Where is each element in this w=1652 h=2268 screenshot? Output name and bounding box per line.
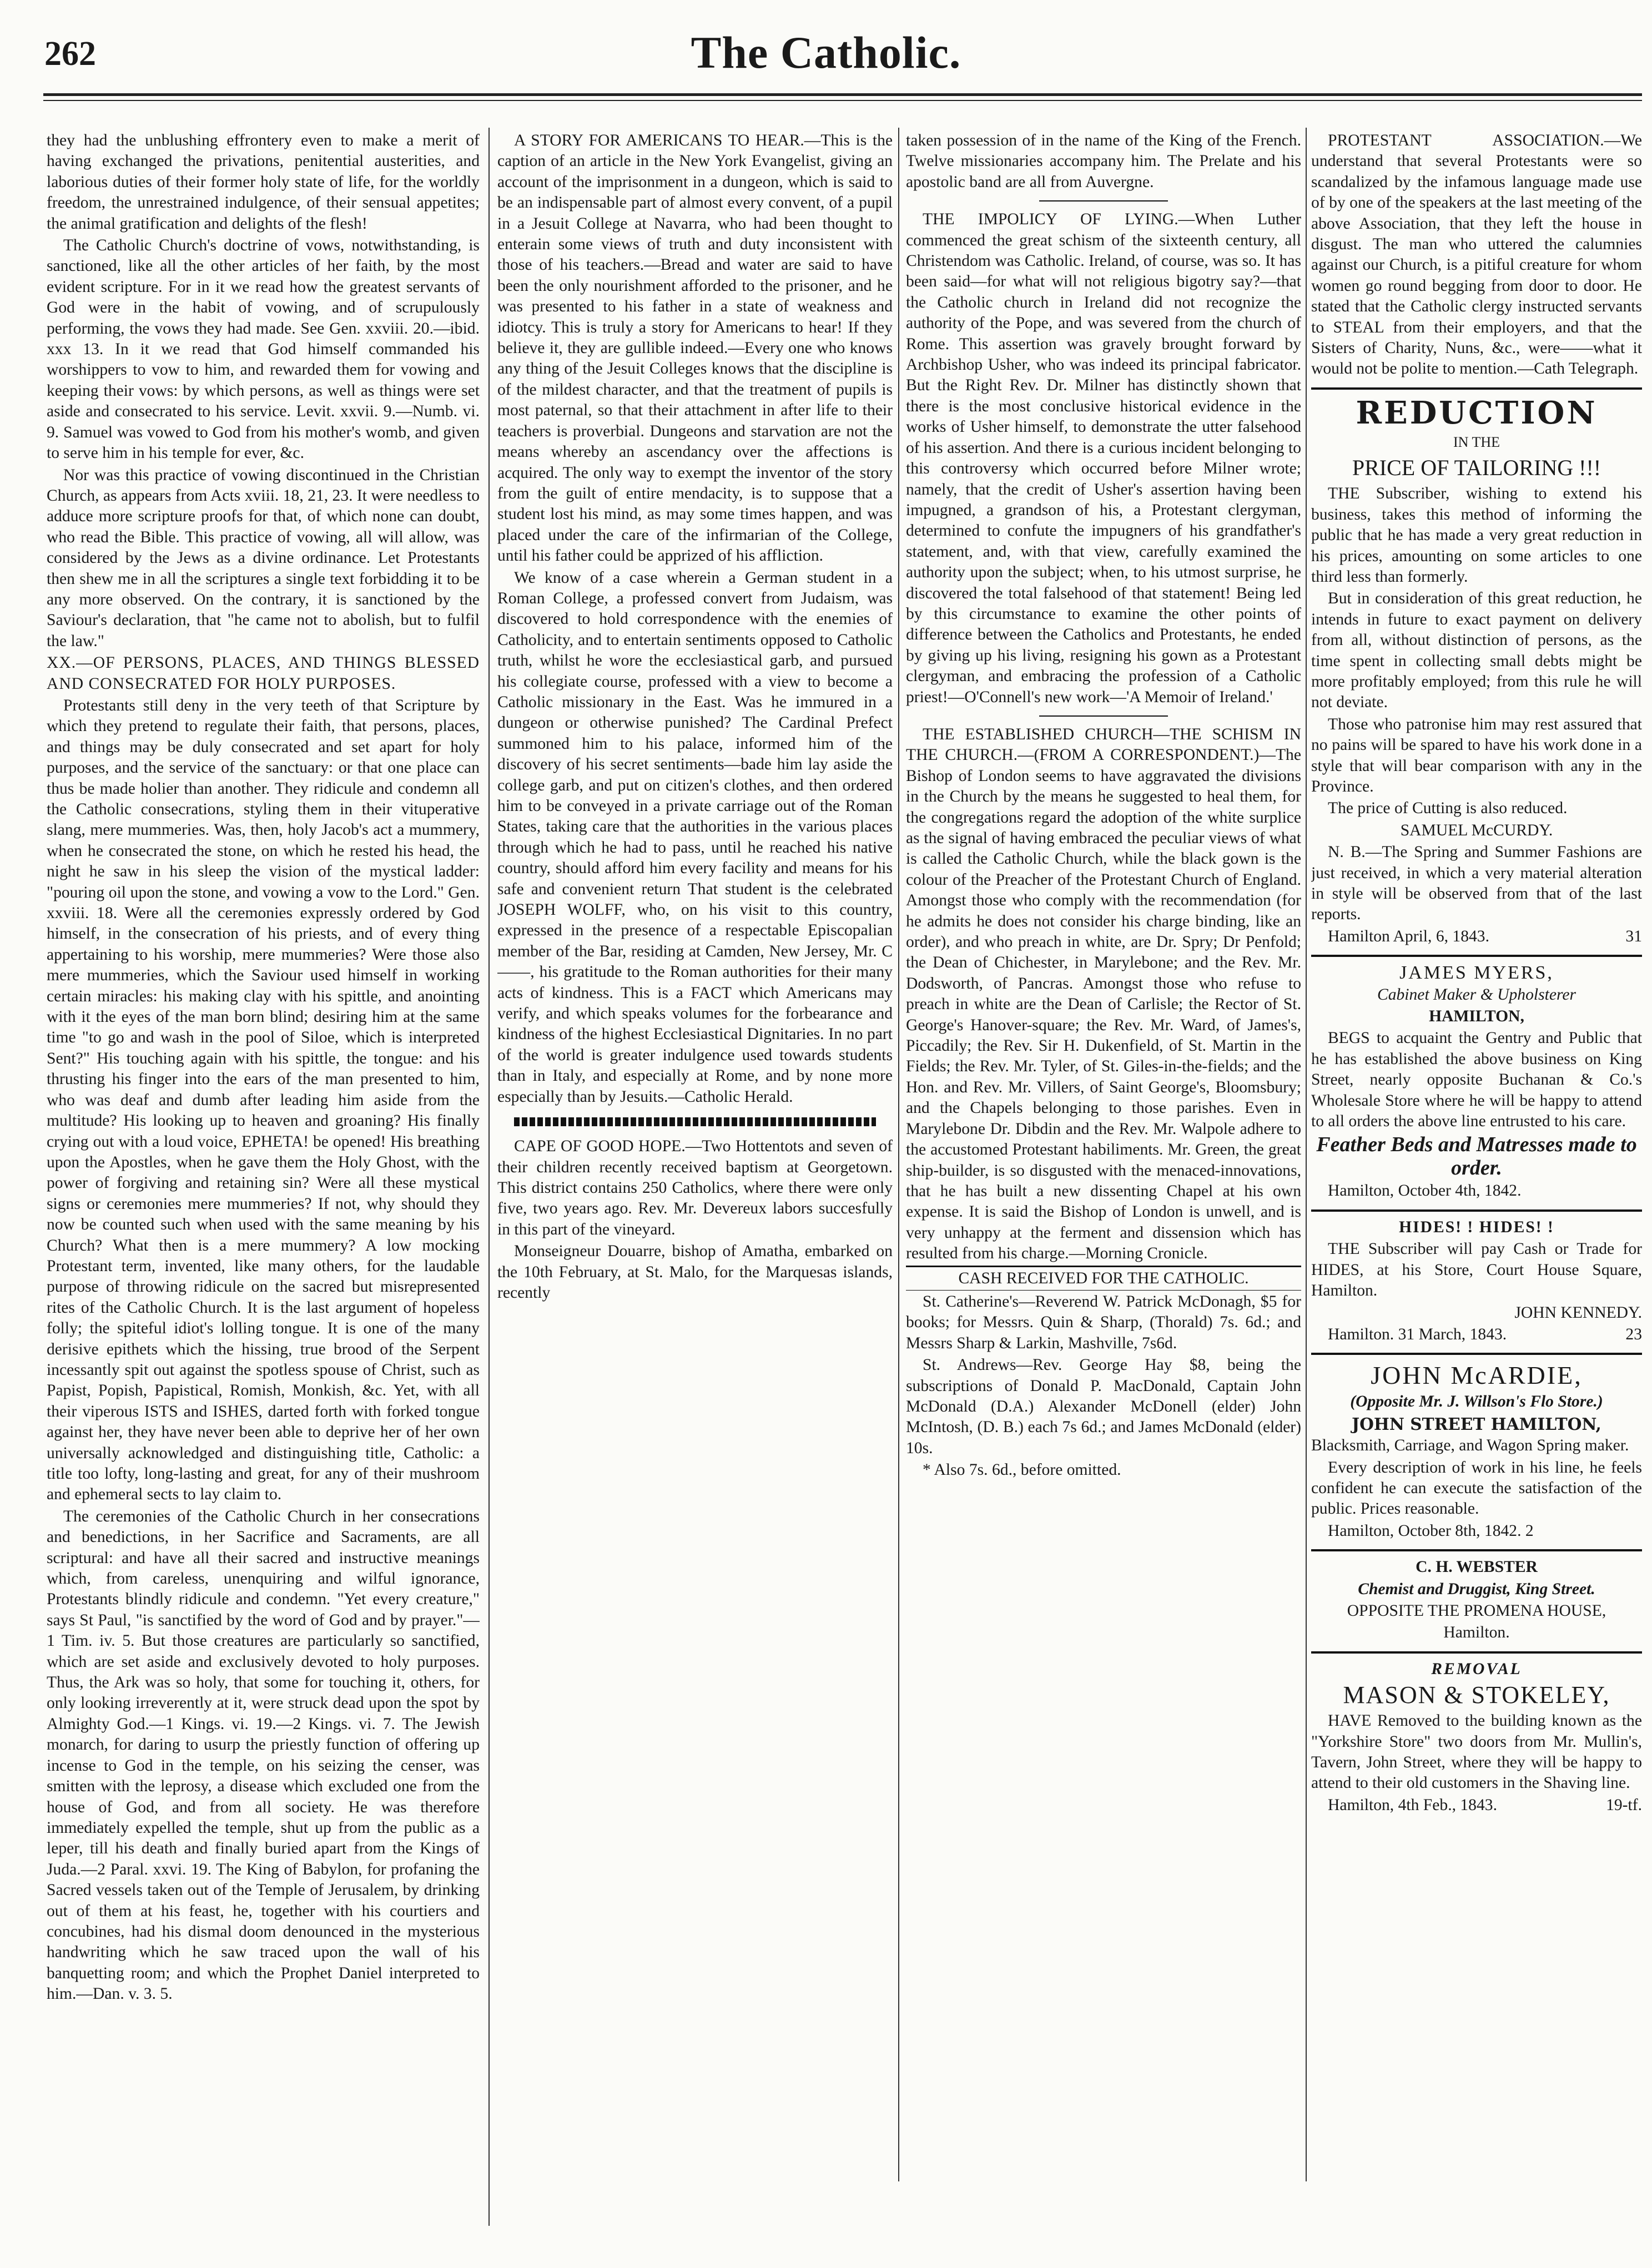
date-text: Hamilton, 4th Feb., 1843. — [1328, 1796, 1497, 1814]
header-rule-thick — [43, 93, 1642, 96]
advert-body: Every description of work in his line, he feels confident he can execute the satisfaction of the public. Prices reasonable. — [1311, 1458, 1642, 1518]
advert-trade: Chemist and Druggist, King Street. — [1358, 1580, 1595, 1598]
advert-rule — [1311, 1209, 1642, 1212]
advert-hides — [1311, 1217, 1642, 1345]
advert-name: JOHN McARDIE, — [1371, 1361, 1583, 1390]
advert-number: 31 — [1625, 927, 1642, 945]
date-text: Hamilton April, 6, 1843. — [1328, 927, 1489, 945]
column-2 — [497, 130, 893, 2184]
advert-number: 19-tf. — [1606, 1796, 1642, 1814]
header-rule-thin — [43, 100, 1642, 101]
article-impolicy-of-lying: THE IMPOLICY OF LYING.—When Luther commenced the great schism of the sixteenth century, all Christendom was Catholic. Ireland, of course, was so. It has been said—for what will not religious bigotry say?—that the Catholic church in Ireland did not recognize the authority of the Pope, and was severed from the church of Rome. This assertion was gravely brought forward by Archbishop Usher, who was indeed its principal fabricator. But the Right Rev. Dr. Milner has distinctly shown that there is the most conclusive historical evidence in the works of Usher himself, to demonstrate the utter falsehood of his assertion. And there is a curious incident belonging to this controversy which occurred before Milner wrote; namely, that the credit of Usher's assertion having been impugned, a grandson of his, a Protestant clergyman, determined to confute the impugners of his grandfather's statement, and, with that view, carefully examined the authority upon the subject; when, to his utmost surprise, he discovered the total falsehood of that statement! Being led by this circumstance to examine the other points of difference between the Catholics and Protestants, he ended by giving up his living, resigning his gown as a Protestant clergyman, and embracing the profession of a Catholic priest!—O'Connell's new work—'A Memoir of Ireland.' — [906, 210, 1301, 706]
advert-place: HAMILTON, — [1429, 1007, 1524, 1026]
advert-webster — [1311, 1557, 1642, 1644]
paragraph: they had the unblushing effrontery even to make a merit of having exchanged the privations, penitential austerities, and laborious duties of their former holy state of life, for the worldly freedom, the unrestrained indulgence, of their sensual appetites; the animal gratification and delights of the flesh! — [47, 132, 480, 233]
advert-town: Hamilton. — [1443, 1624, 1510, 1642]
advert-body: The price of Cutting is also reduced. — [1328, 799, 1568, 818]
advert-trade: Cabinet Maker & Upholsterer — [1377, 985, 1577, 1004]
ornamental-divider — [514, 1117, 876, 1126]
advert-street: JOHN STREET HAMILTON, — [1352, 1414, 1601, 1434]
date-text: Hamilton. 31 March, 1843. — [1328, 1325, 1507, 1343]
advert-body: But in consideration of this great reduction, he intends in future to exact payment on delivery from all, without distinction of persons, as the time spent in collecting small debts might be more profitably employed; from this rule he will not deviate. — [1311, 589, 1642, 712]
advert-name: MASON & STOKELEY, — [1343, 1681, 1610, 1709]
advert-date — [1311, 1324, 1642, 1345]
date-text: Hamilton, October 8th, 1842. — [1328, 1521, 1522, 1540]
advert-mason-stokeley — [1311, 1659, 1642, 1816]
advert-tailoring — [1311, 395, 1642, 947]
article-protestant-association: PROTESTANT ASSOCIATION.—We understand that several Protestants were so scandalized by the infamous language made use of by one of the speakers at the last meeting of the above Association, that they left the house in disgust. The man who uttered the calumnies against our Church, is a pitiful creature for whom women go round begging from door to door. He stated that the Catholic clergy instructed servants to STEAL from their employers, and that the Sisters of Charity, Nuns, &c., were——what it would not be polite to mention.—Cath Telegraph. — [1311, 132, 1642, 378]
masthead-title: The Catholic. — [691, 27, 961, 78]
paragraph: We know of a case wherein a German student in a Roman College, a professed convert from Judaism, was discovered to hold correspondence with the enemies of Catholicity, and to entertain sentiments opposed to Catholic truth, whilst he wore the ecclesiastical garb, and pursued his collegiate course, professed with a view to become a Catholic missionary in the East. Was he immured in a dungeon or otherwise punished? The Cardinal Prefect summoned him to his palace, informed him of the discovery of his secret sentiments—bade him lay aside the college garb, and put on citizen's clothes, and then ordered him to be conveyed in a private carriage out of the Roman States, taking care that the authorities in the various places through which he had to pass, until he reached his native country, should afford him every facility and means for his safe and convenient return That student is the celebrated JOSEPH WOLFF, who, on his visit to this country, expressed in the presence of a respectable Episcopalian member of the Bar, residing at Camden, New Jersey, Mr. C——, his gratitude to the Roman authorities for their many acts of kindness. This is a FACT which Americans may verify, and which speaks volumes for the forbearance and kindness of the highest Ecclesiastical Dignitaries. In no part of the world is greater indulgence used towards students than in Italy, and especially at Rome, and by none more especially than by Jesuits.—Catholic Herald. — [497, 568, 893, 1106]
advert-signature: JOHN KENNEDY. — [1514, 1303, 1642, 1322]
advert-title: REDUCTION — [1356, 394, 1598, 431]
advert-subtitle: IN THE — [1453, 434, 1500, 450]
advert-body: THE Subscriber, wishing to extend his business, takes this method of informing the public that he has made a very great reduction in his prices, amounting on some articles to one third less than formerly. — [1311, 485, 1642, 586]
advert-trade: Blacksmith, Carriage, and Wagon Spring maker. — [1311, 1437, 1629, 1455]
advert-name: C. H. WEBSTER — [1416, 1558, 1538, 1576]
advert-rule — [1311, 387, 1642, 390]
cash-received-heading: CASH RECEIVED FOR THE CATHOLIC. — [906, 1266, 1301, 1291]
advert-date: Hamilton, October 4th, 1842. — [1328, 1182, 1522, 1200]
advert-date — [1311, 926, 1642, 947]
advert-rule — [1311, 955, 1642, 957]
advert-address: OPPOSITE THE PROMENA HOUSE, — [1347, 1601, 1606, 1620]
advert-signature: SAMUEL McCURDY. — [1400, 821, 1553, 839]
advert-body: HAVE Removed to the building known as the "Yorkshire Store" two doors from Mr. Mullin's, Tavern, John Street, where they will be happy to attend to their old customers in the Shaving line. — [1311, 1712, 1642, 1792]
column-divider — [898, 128, 899, 2181]
paragraph: Protestants still deny in the very teeth of that Scripture by which they pretend to regulate their faith, that persons, places, and things may be duly consecrated and set apart for holy purposes, and the service of the sanctuary: or that one place can thus be made holier than another. They ridicule and condemn all the Catholic consecrations, styling them in their vituperative slang, mere mummeries. Was, then, holy Jacob's act a mummery, when he consecrated the stone, on which he rested his head, the night he saw in his sleep the vision of the mystical ladder: "pouring oil upon the stone, and vowing a vow to the Lord." Gen. xxviii. 18. Were all the ceremonies expressly ordered by God himself, in the consecration of his priests, and of every thing appertaining to his worship, mere mummeries? Were those also mere mummeries, which the Saviour used himself in working certain miracles: his making clay with his spittle, and anointing with it the eyes of the man born blind; desiring him at the same time "to go and wash in the pool of Siloe, which is interpreted Sent?" His touching again with his spittle, the tongue: and his thrusting his finger into the ears of the man presented to him, who was deaf and dumb after leading him aside from the multitude? His looking up to heaven and groaning? His finally crying out with a loud voice, EPHETA! be opened! His breathing upon the Apostles, when he gave them the Holy Ghost, with the power of forgiving and retaining sin? Were all these mystical signs or ceremonies mere mummeries? If not, why should they now be counted such when used with the same meaning by his Church? What then is a mere mummery? A low mocking Protestant term, invented, like many others, for the laudable purpose of throwing ridicule on the sacred but misrepresented rites of the Catholic Church. It is the last argument of hopeless folly; the spiteful idiot's lolling tongue. It is one of the many derisive epithets which the hissing, true brood of the Serpent incessantly spit out against the spotless spouse of Christ, such as Papist, Popish, Papistical, Romish, Monkish, &c. Yet, with all their viperous ISTS and ISHES, darted forth with forked tongue against her, they have never been able to deprive her of her own universally acknowledged and distinguishing title, Catholic: a title too lofty, long-lasting and great, for any of their mushroom and ephemeral sects to lay claim to. — [47, 696, 480, 1504]
advert-note: N. B.—The Spring and Summer Fashions are just received, in which a very material alteration in style will be observed from that of the last reports. — [1311, 843, 1642, 924]
paragraph: The ceremonies of the Catholic Church in her consecrations and benedictions, in her Sacrifice and Sacraments, are all scriptural: and have all their sacred and instructive meanings which, from careless, unenquiring and wilful ignorance, Protestants blindly ridicule and condemn. "Yet every creature," says St Paul, "is sanctified by the word of God and by prayer."—1 Tim. iv. 5. But those creatures are particularly so sanctified, which are set aside and exclusively devoted to holy purposes. Thus, the Ark was so holy, that some for touching it, others, for only looking irreverently at it, were struck dead upon the spot by Almighty God.—1 Kings. vi. 19.—2 Kings. vi. 7. The Jewish monarch, for daring to usurp the priestly function of offering up incense to God in the temple, on his seizing the censer, was smitten with the leprosy, a disease which excluded one from the house of God, and from all society. He was therefore immediately expelled the temple, shut up from the public as a leper, till his death and finally buried apart from the Kings of Juda.—2 Paral. xxvi. 19. The King of Babylon, for profaning the Sacred vessels taken out of the Temple of Jerusalem, by drinking out of them at his feast, he, together with his courtiers and concubines, had his dismal doom denounced in the mysterious handwriting which he saw traced upon the wall of his banquetting room; and which the Prophet Daniel interpreted to him.—Dan. v. 3. 5. — [47, 1507, 480, 2003]
advert-date — [1311, 1521, 1642, 1541]
short-rule — [1039, 200, 1168, 201]
advert-rule — [1311, 1651, 1642, 1654]
advert-rule — [1311, 1353, 1642, 1355]
cash-item: * Also 7s. 6d., before omitted. — [923, 1461, 1121, 1479]
advert-body: Those who patronise him may rest assured that no pains will be spared to have his work done in a style that will bear comparison with any in the Province. — [1311, 715, 1642, 795]
page-number: 262 — [44, 35, 96, 73]
paragraph: taken possession of in the name of the King of the French. Twelve missionaries accompany him. The Prelate and his apostolic band are all from Auvergne. — [906, 132, 1301, 191]
article-established-church: THE ESTABLISHED CHURCH—THE SCHISM IN THE CHURCH.—(FROM A CORRESPONDENT.)—The Bishop of London seems to have aggravated the divisions in the Church by the means he suggested to heal them, for the congregations regard the adoption of the white surplice as the signal of having embraced the peculiar views of what is called the Catholic Church, while the black gown is the colour of the Preacher of the Protestant Church of England. Amongst those who comply with the recommendation (for he admits he does not consider his charge binding, like an order), and who preach in white, are Dr. Spry; Dr Penfold; the Dean of Chichester, in Marylebone; and the Rev. Mr. Dodsworth, of Pancras. Amongst those who refuse to preach in white are the Dean of Carlisle; the Rector of St. George's Hanover-square; the Rev. Mr. Ward, of James's, Piccadily; the Rev. Sir H. Dukenfield, of St. Martin in the Fields; the Rev. Mr. Tyler, of St. Giles-in-the-fields; and the Hon. and Rev. Mr. Villers, of Saint George's, Bloomsbury; and the Chapels belonging to those parishes. Even in Marylebone Dr. Dibdin and the Rev. Mr. Walpole adhere to the accustomed Protestant habiliments. Mr. Green, the great ship-builder, is so disgusted with the menaced-innovations, that he has built a new dissenting Chapel at his own expense. It is said the Bishop of London is unwell, and is very unhappy at the ferment and dissension which has resulted from his charge.—Morning Cronicle. — [906, 725, 1301, 1263]
advert-title: HIDES! ! HIDES! ! — [1399, 1218, 1554, 1236]
advert-number: 23 — [1625, 1325, 1642, 1343]
column-divider — [1306, 128, 1307, 2181]
advert-name: JAMES MYERS, — [1399, 962, 1554, 984]
cash-item: St. Catherine's—Reverend W. Patrick McDonagh, $5 for books; for Messrs. Quin & Sharp, (Thorald) 7s. 6d.; and Messrs Sharp & Larkin, Mashville, 7s6d. — [906, 1292, 1301, 1352]
paragraph: The Catholic Church's doctrine of vows, notwithstanding, is sanctioned, like all the other articles of her faith, by the most evident scripture. For in it we read how the greatest servants of God were in the habit of vowing, and of scrupulously performing, the vows they had made. See Gen. xxviii. 20.—ibid. xxx 13. In it we read that God himself commanded his worshippers to vow to him, and rewarded them for vowing and keeping their vows: by which persons, as well as things were set aside and consecrated to his service. Levit. xxvii. 9.—Numb. vi. 9. Samuel was vowed to God from his mother's womb, and given to serve him in his temple for ever, &c. — [47, 236, 480, 462]
section-heading: XX.—OF PERSONS, PLACES, AND THINGS BLESSED AND CONSECRATED FOR HOLY PURPOSES. — [47, 654, 480, 693]
advert-john-mcardie — [1311, 1360, 1642, 1541]
advert-title-2: PRICE OF TAILORING !!! — [1352, 455, 1601, 481]
advert-number: 2 — [1525, 1521, 1534, 1540]
advert-james-myers — [1311, 962, 1642, 1202]
advert-feature: Feather Beds and Matresses made to order. — [1316, 1133, 1637, 1180]
paragraph: Monseigneur Douarre, bishop of Amatha, embarked on the 10th February, at St. Malo, for the Marquesas islands, recently — [497, 1242, 893, 1302]
advert-date — [1311, 1795, 1642, 1816]
advert-removal: REMOVAL — [1431, 1660, 1522, 1678]
column-3 — [906, 130, 1301, 2184]
article-story-for-americans: A STORY FOR AMERICANS TO HEAR.—This is the caption of an article in the New York Evangelist, giving an account of the imprisonment in a dungeon, which is said to be an indispensable part of almost every convent, of a pupil in a Jesuit College at Navarra, who had been thought to enterain some views of truth and duty inconsistent with those of his teachers.—Bread and water are said to have been the only nourishment afforded to the prisoner, and he was presented to his father in a state of weakness and idiotcy. This is truly a story for Americans to hear! If they believe it, they are gullible indeed.—Every one who knows any thing of the Jesuit Colleges knows that the discipline is of the mildest character, and that the treatment of pupils is most paternal, so that their attachment in after life to their teachers is proverbial. Dungeons and starvation are not the means whereby an ascendancy over the affections is acquired. The only way to exempt the inventor of the story from the guilt of entire mendacity, is to suppose that a student lost his mind, as may some times happen, and was placed under the care of the infirmarian of the College, until his father could be apprized of his affliction. — [497, 132, 893, 565]
short-rule — [1039, 715, 1168, 717]
advert-rule — [1311, 1549, 1642, 1551]
advert-address: (Opposite Mr. J. Willson's Flo Store.) — [1350, 1393, 1603, 1411]
article-cape-of-good-hope: CAPE OF GOOD HOPE.—Two Hottentots and seven of their children recently received baptism at Georgetown. This district contains 250 Catholics, where there were only five, two years ago. Rev. Mr. Devereux labors succesfully in this part of the vineyard. — [497, 1137, 893, 1238]
column-4 — [1311, 130, 1642, 2184]
cash-item: St. Andrews—Rev. George Hay $8, being the subscriptions of Donald P. MacDonald, Captain John McDonald (D.A.) Alexander McDonell (elder) John McIntosh, (D. B.) each 7s 6d.; and James McDonald (elder) 10s. — [906, 1356, 1301, 1457]
column-divider — [488, 128, 490, 2226]
column-1 — [47, 130, 480, 2240]
paragraph: Nor was this practice of vowing discontinued in the Christian Church, as appears from Acts xviii. 18, 21, 23. It were needless to adduce more scripture proofs for that, of which none can doubt, who read the Bible. This practice of vowing, all will allow, was considered by the Jews as a divine ordinance. Let Protestants then shew me in all the scriptures a single text forbidding it to be any more observed. On the contrary, it is sanctioned by the Saviour's declaration, that "he came not to abolish, but to fulfil the law." — [47, 466, 480, 650]
advert-body: THE Subscriber will pay Cash or Trade for HIDES, at his Store, Court House Square, Hamilton. — [1311, 1240, 1642, 1300]
advert-body: BEGS to acquaint the Gentry and Public that he has established the above business on King Street, nearly opposite Buchanan & Co.'s Wholesale Store where he will be happy to attend to all orders the above line entrusted to his care. — [1311, 1029, 1642, 1131]
